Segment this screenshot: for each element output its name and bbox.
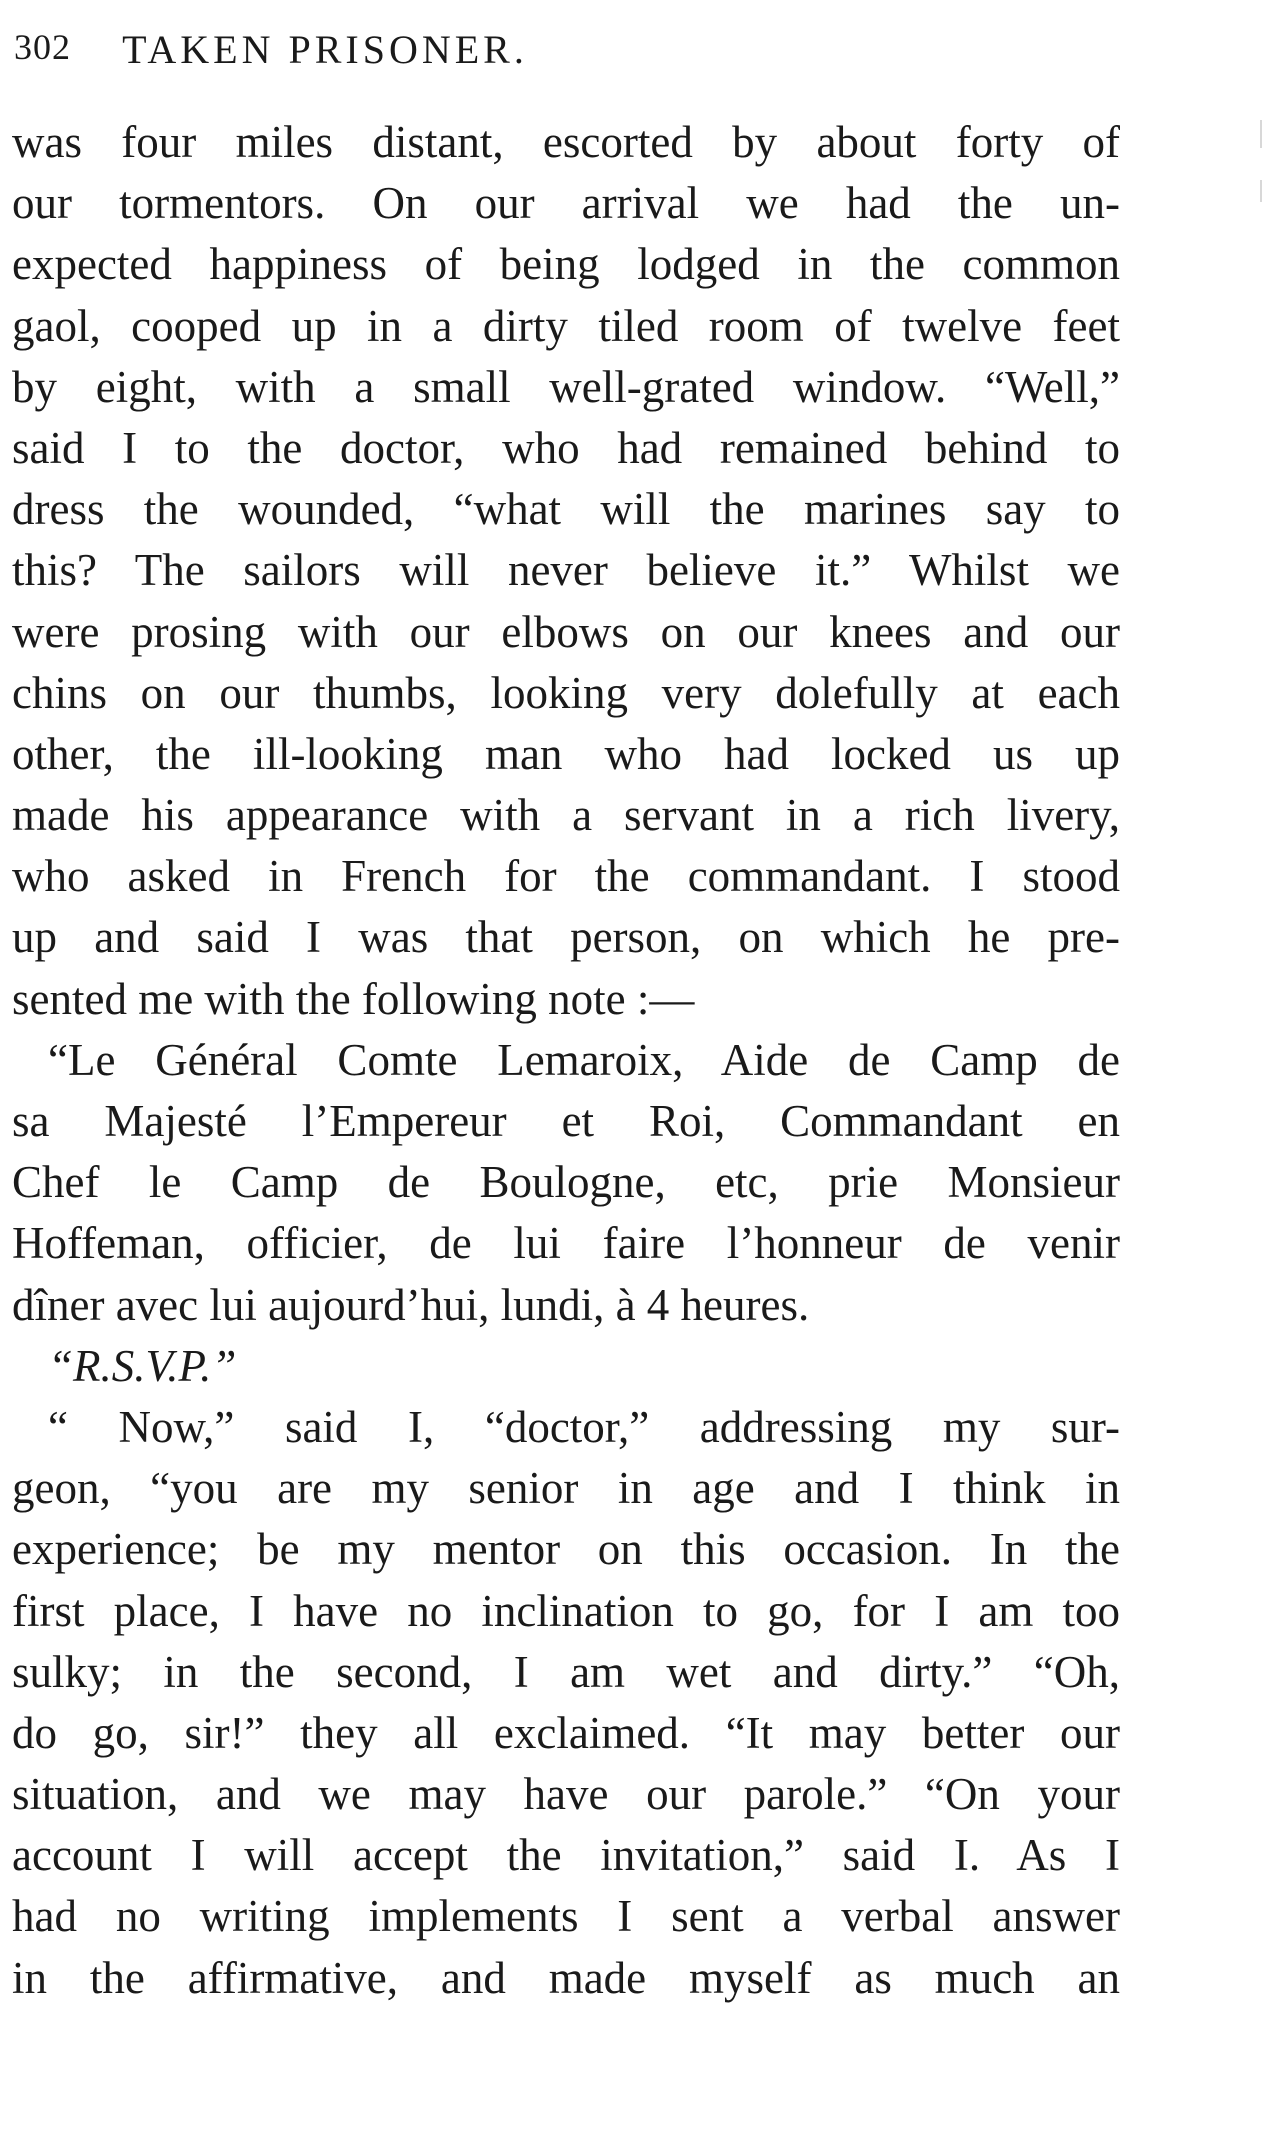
- text-line: do go, sir!” they all exclaimed. “It may better our: [12, 1707, 1120, 1758]
- margin-speck: [1260, 180, 1262, 202]
- text-line: other, the ill-looking man who had locked us up: [12, 728, 1120, 779]
- text-line: account I will accept the invitation,” said I. As I: [12, 1830, 1120, 1881]
- text-line: said I to the doctor, who had remained behind to: [12, 422, 1120, 473]
- text-line: geon, “you are my senior in age and I think in: [12, 1463, 1120, 1514]
- text-line: in the affirmative, and made myself as much an: [12, 1952, 1120, 2003]
- running-title: TAKEN PRISONER.: [122, 27, 528, 72]
- text-line: this? The sailors will never believe it.” Whilst we: [12, 545, 1120, 596]
- body-text: [12, 112, 1120, 2009]
- text-line: “ Now,” said I, “doctor,” addressing my sur-: [48, 1401, 1120, 1452]
- quoted-note-line: dîner avec lui aujourd’hui, lundi, à 4 heures.: [12, 1279, 810, 1330]
- quoted-note-line: Chef le Camp de Boulogne, etc, prie Monsieur: [12, 1157, 1120, 1208]
- text-line: expected happiness of being lodged in the common: [12, 239, 1120, 290]
- rsvp-line: “R.S.V.P.”: [48, 1340, 237, 1391]
- text-line: our tormentors. On our arrival we had the un-: [12, 178, 1120, 229]
- page-number: 302: [14, 27, 71, 67]
- quoted-note-line: “Le Général Comte Lemaroix, Aide de Camp de: [48, 1034, 1120, 1085]
- text-line: first place, I have no inclination to go, for I am too: [12, 1585, 1120, 1636]
- quoted-note-line: Hoffeman, officier, de lui faire l’honneur de venir: [12, 1218, 1120, 1269]
- text-line: was four miles distant, escorted by about forty of: [12, 117, 1120, 167]
- text-line: by eight, with a small well-grated window. “Well,”: [12, 361, 1120, 412]
- text-line: up and said I was that person, on which he pre-: [12, 912, 1120, 963]
- text-line: who asked in French for the commandant. I stood: [12, 851, 1120, 902]
- text-line: situation, and we may have our parole.” “On your: [12, 1769, 1120, 1820]
- text-line: gaol, cooped up in a dirty tiled room of twelve feet: [12, 300, 1120, 351]
- text-line: had no writing implements I sent a verbal answer: [12, 1891, 1120, 1942]
- text-line: dress the wounded, “what will the marines say to: [12, 484, 1120, 535]
- text-line: chins on our thumbs, looking very dolefully at each: [12, 667, 1120, 718]
- text-line: made his appearance with a servant in a rich livery,: [12, 790, 1120, 841]
- margin-speck: [1260, 120, 1262, 148]
- text-line: experience; be my mentor on this occasion. In the: [12, 1524, 1120, 1575]
- text-line: sented me with the following note :—: [12, 973, 695, 1024]
- text-line: were prosing with our elbows on our knees and our: [12, 606, 1120, 657]
- text-line: sulky; in the second, I am wet and dirty.” “Oh,: [12, 1646, 1120, 1697]
- quoted-note-line: sa Majesté l’Empereur et Roi, Commandant en: [12, 1096, 1120, 1146]
